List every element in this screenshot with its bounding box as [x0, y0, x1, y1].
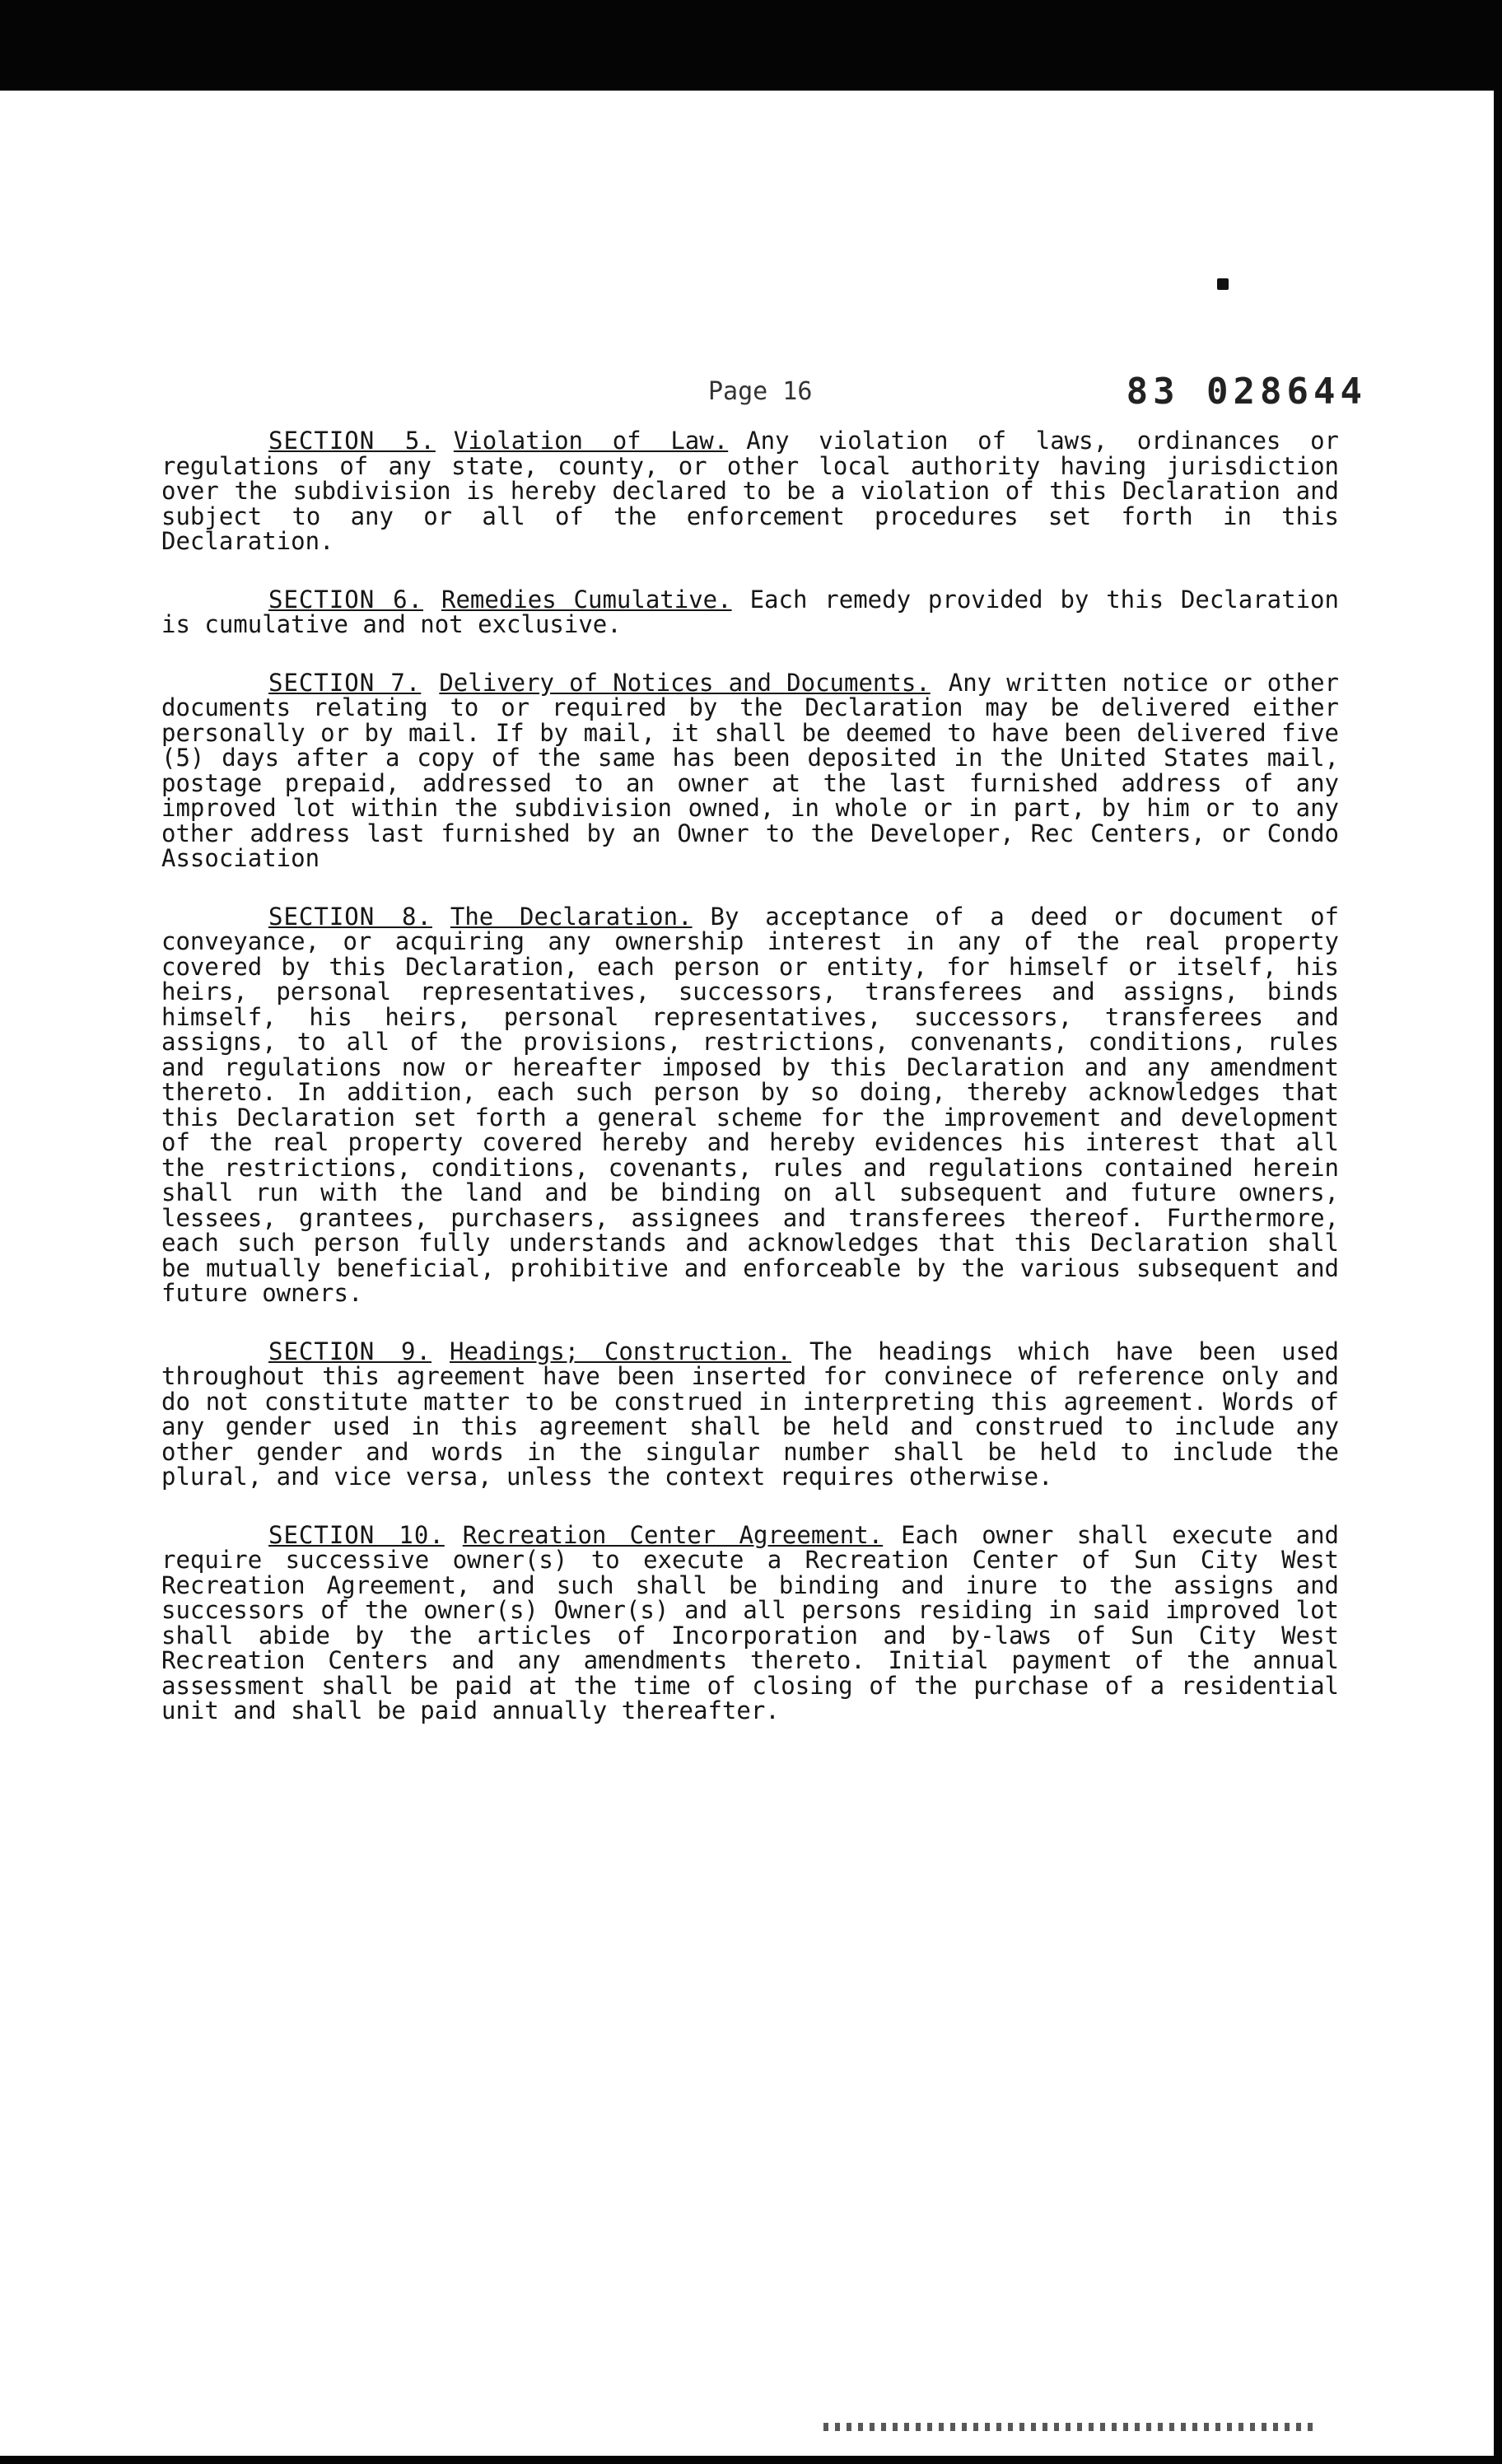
section-9 — [161, 1339, 1339, 1490]
scan-border-right — [1494, 0, 1502, 2464]
section-title: Violation of Law. — [453, 427, 729, 455]
section-label: SECTION 5. — [268, 427, 436, 455]
section-text: Each remedy provided by this Declaration is cumulative and not exclusive. — [161, 585, 1339, 638]
section-title: The Declaration. — [450, 902, 693, 931]
section-7 — [161, 670, 1339, 871]
section-text: Any violation of laws, ordinances or regulations of any state, county, or other local authority having jurisdiction over the subdivision is hereby declared to be a violation of this Declaration and subject to any or all of the enforcement procedures set forth in this Declaration. — [161, 427, 1339, 555]
scan-noise — [823, 2423, 1318, 2431]
section-label: SECTION 8. — [268, 902, 432, 931]
section-label: SECTION 10. — [268, 1520, 445, 1549]
scan-border-top — [0, 0, 1502, 91]
section-6 — [161, 587, 1339, 637]
section-text: Each owner shall execute and require successive owner(s) to execute a Recreation Center of Sun City West Recreation Agreement, and such shall be binding and inure to the assigns and successors of the owner(s) Owner(s) and all persons residing in said improved lot shall abide by the articles of Incorporation and by-laws of Sun City West Recreation Centers and any amendments thereto. Initial payment of the annual assessment shall be paid at the time of closing of the purchase of a residential unit and shall be paid annually thereafter. — [161, 1520, 1339, 1724]
section-title: Remedies Cumulative. — [441, 585, 732, 614]
section-title: Headings; Construction. — [449, 1337, 791, 1365]
scan-speck — [1217, 278, 1229, 290]
section-5 — [161, 428, 1339, 554]
section-title: Recreation Center Agreement. — [462, 1520, 884, 1549]
section-label: SECTION 7. — [268, 668, 422, 697]
section-text: Any written notice or other documents relating to or required by the Declaration may be delivered either personally or by mail. If by mail, it shall be deemed to have been delivered five (5) days after a copy of the same has been deposited in the United States mail, postage prepaid, addressed to an owner at the last furnished address of any improved lot within the subdivision owned, in whole or in part, by him or to any other address last furnished by an Owner to the Developer, Rec Centers, or Condo Association — [161, 668, 1339, 872]
section-text: The headings which have been used throughout this agreement have been inserted for convinece of reference only and do not constitute matter to be construed in interpreting this agreement. Words of any gender used in this agreement shall be held and construed to include any other gender and words in the singular number shall be held to include the plural, and vice versa, unless the context requires otherwise. — [161, 1337, 1339, 1491]
section-label: SECTION 9. — [268, 1337, 431, 1365]
scan-border-bottom — [0, 2456, 1502, 2464]
section-10 — [161, 1520, 1339, 1724]
page-header — [165, 371, 1367, 420]
section-8 — [161, 904, 1339, 1306]
document-number: 83 028644 — [1126, 371, 1367, 413]
section-label: SECTION 6. — [268, 585, 423, 614]
page-number: Page 16 — [708, 377, 813, 406]
document-body — [161, 428, 1339, 1757]
section-text: By acceptance of a deed or document of conveyance, or acquiring any ownership interest in any of the real property covered by this Declaration, each person or entity, for himself or itself, his heirs, personal representatives, successors, transferees and assigns, binds himself, his heirs, personal representatives, successors, transferees and assigns, to all of the provisions, restrictions, convenants, conditions, rules and regulations now or hereafter imposed by this Declaration and any amendment thereto. In addition, each such person by so doing, thereby acknowledges that this Declaration set forth a general scheme for the improvement and development of the real property covered hereby and hereby evidences his interest that all the restrictions, conditions, covenants, rules and regulations contained herein shall run with the land and be binding on all subsequent and future owners, lessees, grantees, purchasers, assignees and transferees thereof. Furthermore, each such person fully understands and acknowledges that this Declaration shall be mutually beneficial, prohibitive and enforceable by the various subsequent and future owners. — [161, 902, 1339, 1307]
section-title: Delivery of Notices and Documents. — [439, 668, 931, 697]
